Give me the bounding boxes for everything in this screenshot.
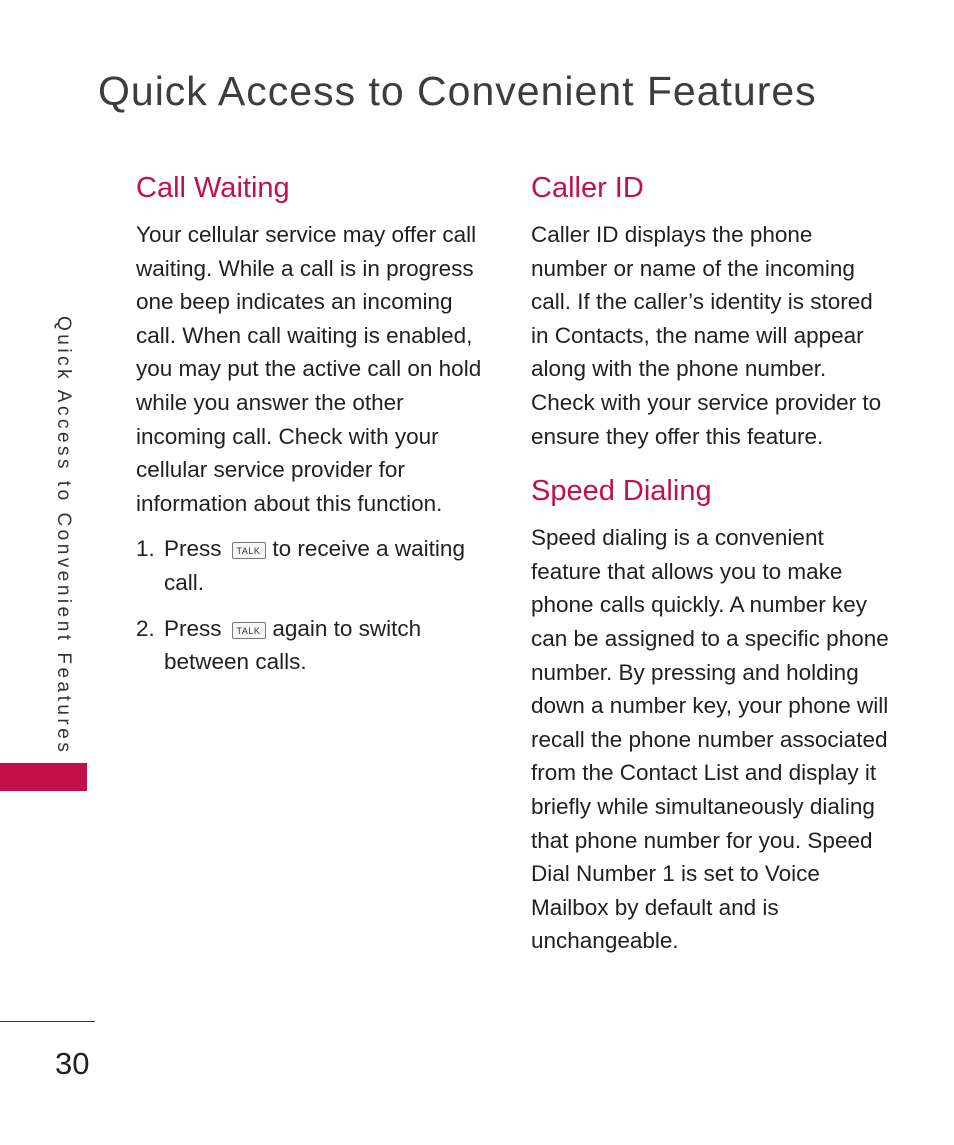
call-waiting-steps — [136, 532, 486, 678]
step-number: 1. — [136, 536, 155, 562]
side-tab-label: Quick Access to Convenient Features — [53, 316, 74, 756]
section-spacer — [531, 453, 891, 471]
step-text-after: again to switch between calls. — [164, 615, 422, 675]
call-waiting-heading: Call Waiting — [136, 172, 290, 204]
talk-key-icon: TALK — [232, 542, 267, 559]
caller-id-heading: Caller ID — [531, 172, 644, 204]
talk-key-icon: TALK — [232, 622, 267, 639]
call-waiting-body: Your cellular service may offer call waiting. While a call is in progress one beep indicates an incoming call. When call waiting is enabled, you may put the active call on hold while you answer the other incoming call. Check with your cellular service provider for information about this function. — [136, 222, 482, 516]
step-text-after: to receive a waiting call. — [164, 536, 465, 595]
side-tab-marker — [0, 763, 87, 791]
step-item — [136, 612, 486, 679]
caller-id-body: Caller ID displays the phone number or name of the incoming call. If the caller’s identity is stored in Contacts, the name will appear along with the phone number. Check with your service provider to ensure they offer this feature. — [531, 222, 882, 449]
page-title: Quick Access to Convenient Features — [98, 68, 817, 114]
step-text-before: Press — [164, 536, 222, 562]
page-number: 30 — [55, 1046, 90, 1081]
step-text-before: Press — [164, 615, 222, 641]
step-item — [136, 532, 486, 599]
step-number: 2. — [136, 615, 155, 641]
footer-divider — [0, 1021, 95, 1022]
right-column — [531, 168, 891, 958]
speed-dialing-heading: Speed Dialing — [531, 475, 712, 508]
speed-dialing-body: Speed dialing is a convenient feature that allows you to make phone calls quickly. A number key can be assigned to a specific phone number. By pressing and holding down a number key, your phone will recall the phone number associated from the Contact List and display it briefly while simultaneously dialing that phone number for you. Speed Dial Number 1 is set to Voice Mailbox by default and is unchangeable. — [531, 525, 889, 954]
left-column — [136, 168, 486, 691]
